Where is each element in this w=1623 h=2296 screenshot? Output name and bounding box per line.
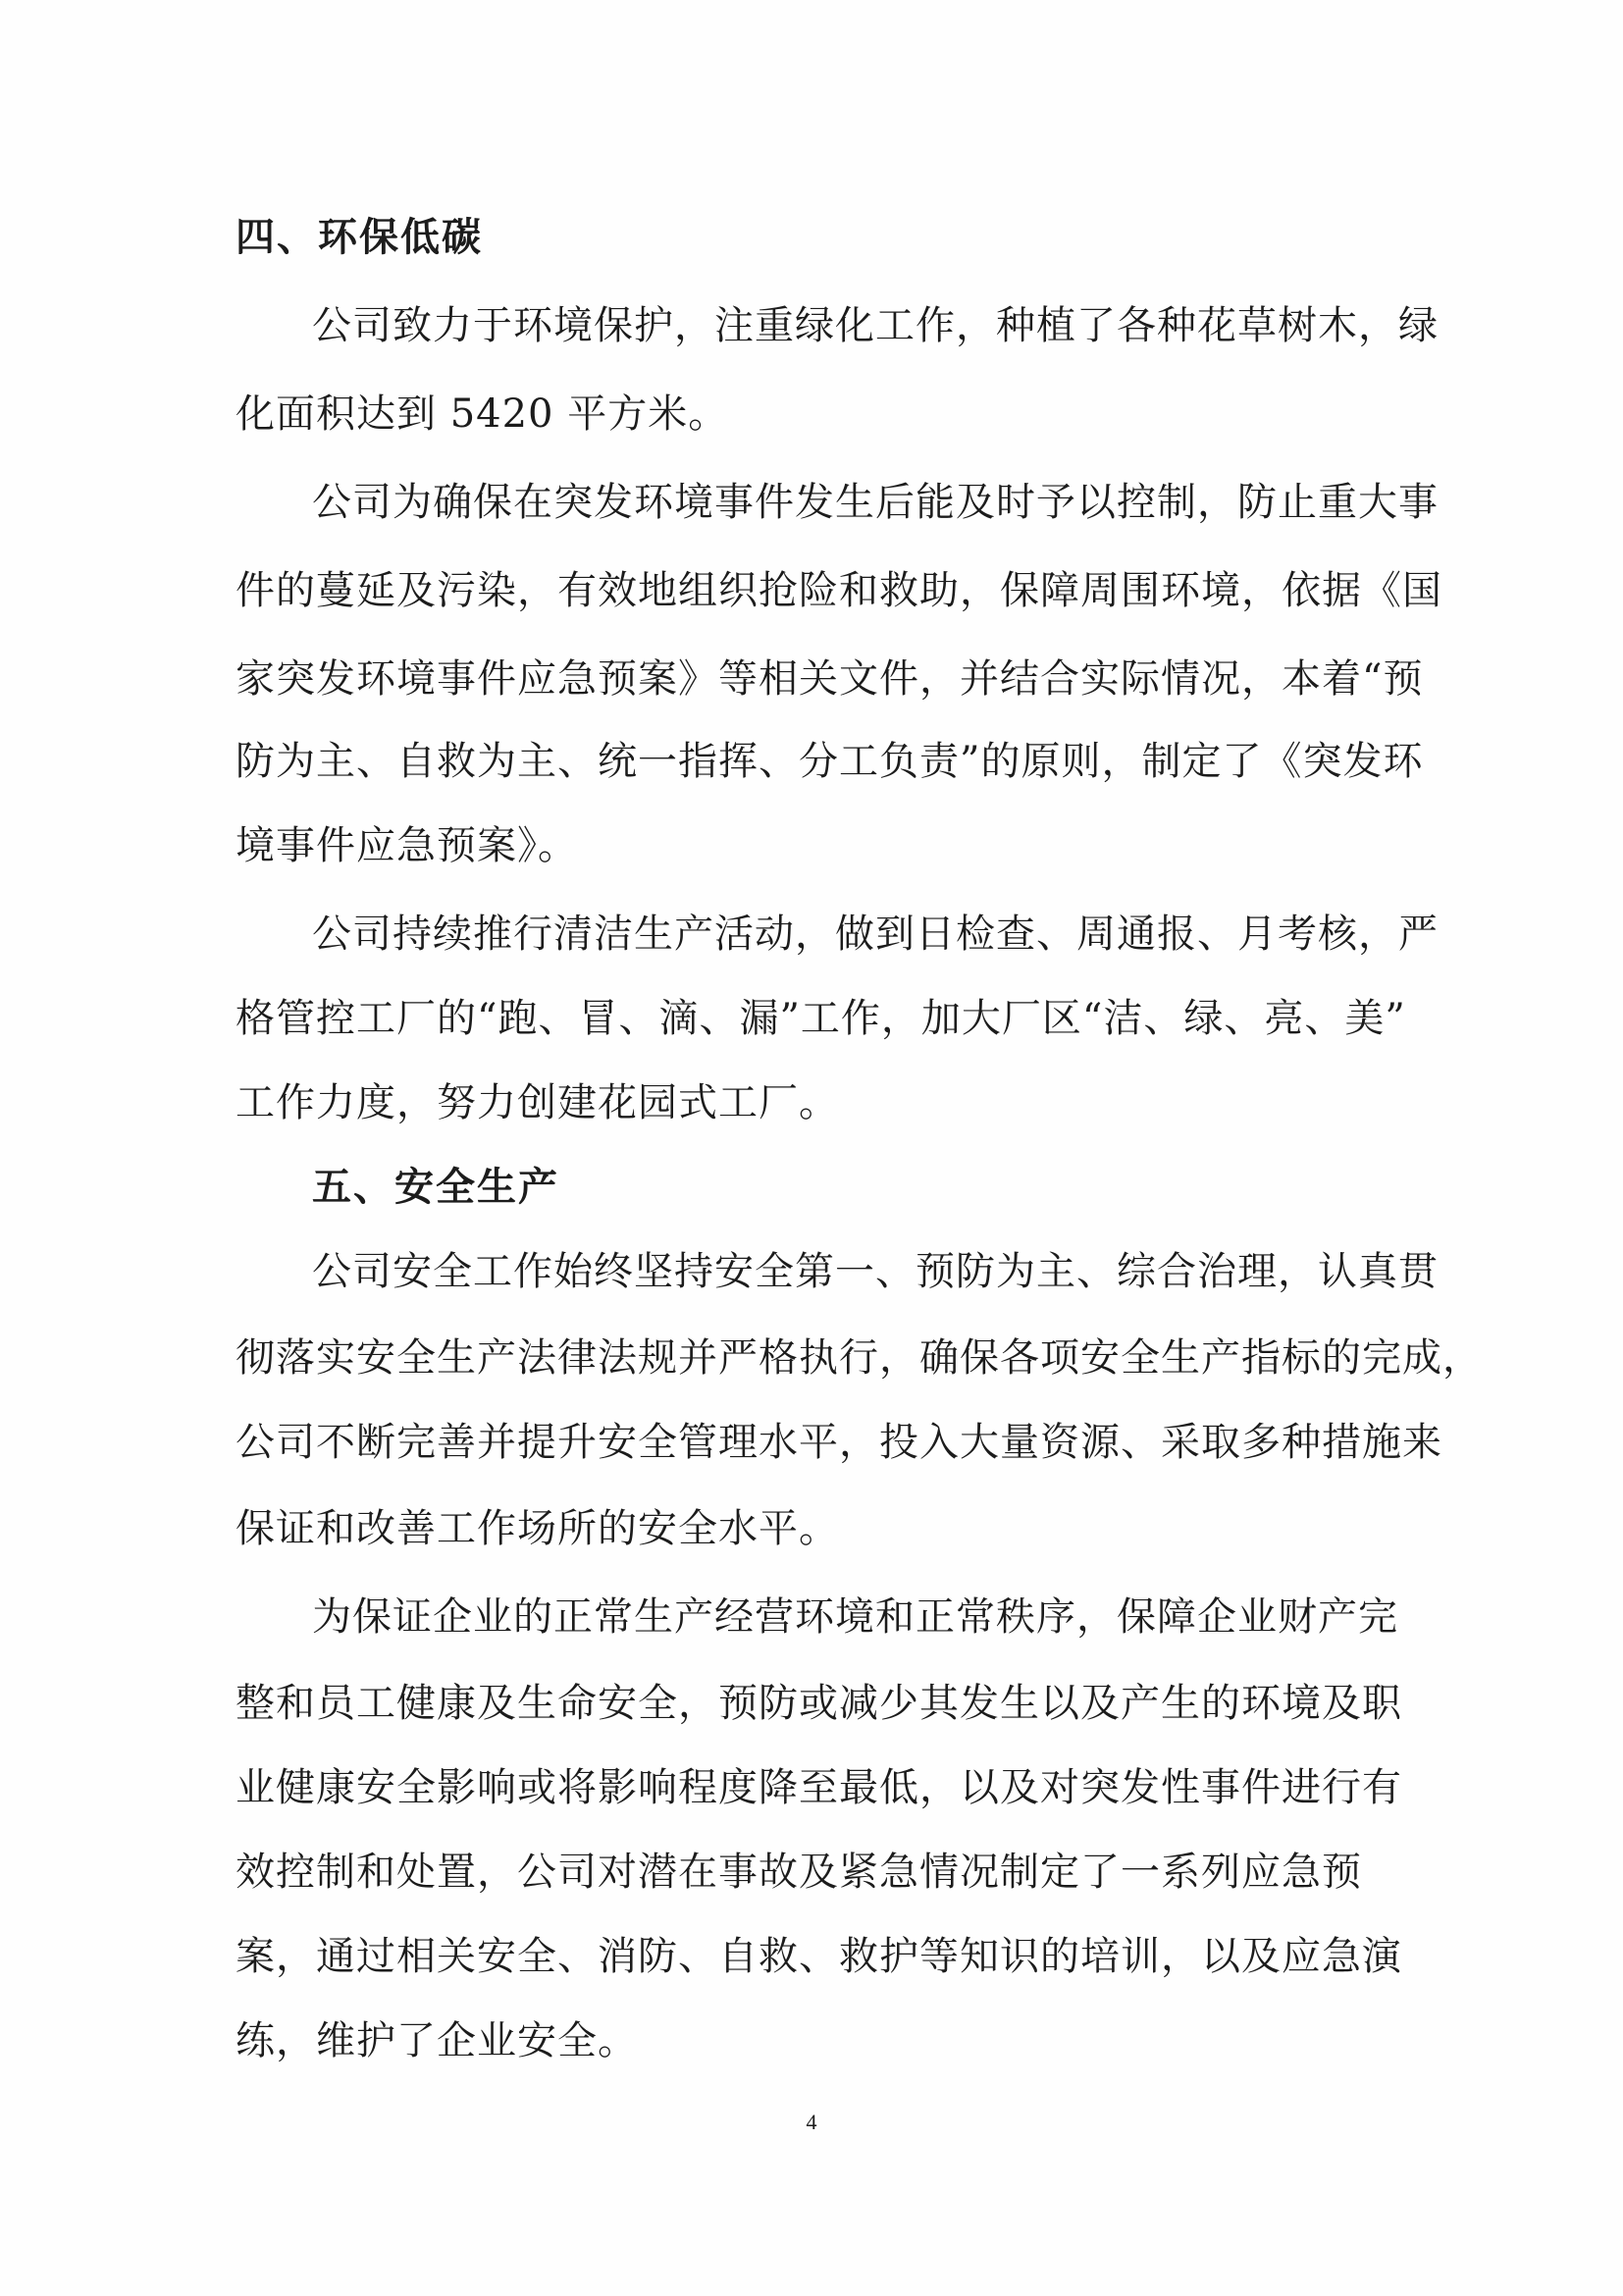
paragraph-line: 公司为确保在突发环境事件发生后能及时予以控制，防止重大事: [312, 480, 1439, 525]
paragraph-line: 练，维护了企业安全。: [236, 2018, 638, 2063]
paragraph-line: 业健康安全影响或将影响程度降至最低，以及对突发性事件进行有: [236, 1765, 1402, 1810]
paragraph-line: 格管控工厂的“跑、冒、滴、漏”工作，加大厂区“洁、绿、亮、美”: [236, 996, 1406, 1041]
paragraph-line: 公司不断完善并提升安全管理水平，投入大量资源、采取多种措施来: [236, 1420, 1442, 1465]
paragraph-line: 境事件应急预案》。: [236, 823, 578, 868]
paragraph-line: 彻落实安全生产法律法规并严格执行，确保各项安全生产指标的完成，: [236, 1335, 1483, 1381]
paragraph-line: 整和员工健康及生命安全，预防或减少其发生以及产生的环境及职: [236, 1681, 1402, 1726]
paragraph-line: 化面积达到 5420 平方米。: [236, 391, 729, 437]
page-number: 4: [806, 2110, 817, 2134]
section-heading: 五、安全生产: [312, 1165, 559, 1210]
paragraph-line: 案，通过相关安全、消防、自救、救护等知识的培训，以及应急演: [236, 1934, 1402, 1979]
section-heading: 四、环保低碳: [236, 215, 483, 260]
paragraph-line: 工作力度，努力创建花园式工厂。: [236, 1080, 839, 1125]
paragraph-line: 为保证企业的正常生产经营环境和正常秩序，保障企业财产完: [312, 1594, 1398, 1640]
paragraph-line: 效控制和处置，公司对潜在事故及紧急情况制定了一系列应急预: [236, 1850, 1362, 1895]
paragraph-line: 公司致力于环境保护，注重绿化工作，种植了各种花草树木，绿: [312, 303, 1439, 348]
paragraph-line: 防为主、自救为主、统一指挥、分工负责”的原则，制定了《突发环: [236, 739, 1424, 784]
paragraph-line: 家突发环境事件应急预案》等相关文件，并结合实际情况，本着“预: [236, 656, 1424, 702]
paragraph-line: 公司安全工作始终坚持安全第一、预防为主、综合治理，认真贯: [312, 1249, 1439, 1294]
paragraph-line: 公司持续推行清洁生产活动，做到日检查、周通报、月考核，严: [312, 912, 1439, 957]
paragraph-line: 保证和改善工作场所的安全水平。: [236, 1506, 839, 1551]
paragraph-line: 件的蔓延及污染，有效地组织抢险和救助，保障周围环境，依据《国: [236, 568, 1442, 613]
